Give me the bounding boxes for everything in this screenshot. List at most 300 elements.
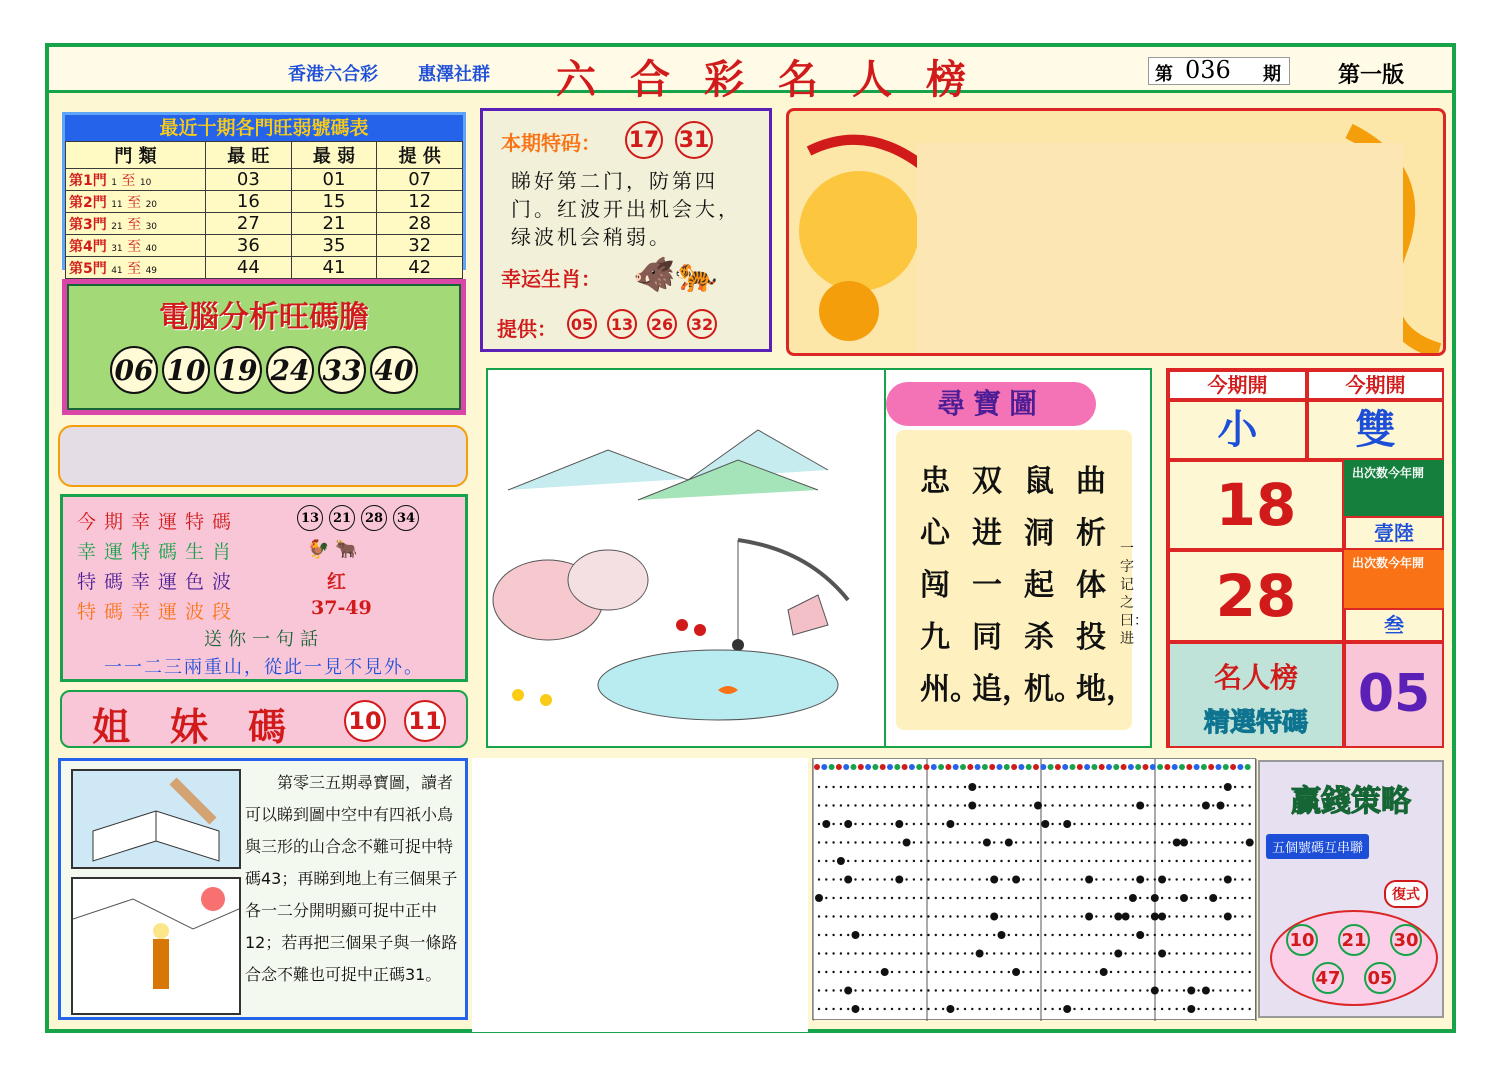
poem-column: 双进一同追， <box>972 464 1032 707</box>
grid-dot <box>898 934 900 936</box>
grid-dot <box>927 989 929 991</box>
grid-dot <box>869 989 871 991</box>
grid-dot <box>957 841 959 843</box>
grid-dot <box>1197 952 1199 954</box>
grid-dot <box>946 820 954 828</box>
grid-dot <box>1124 860 1126 862</box>
grid-dot <box>1073 897 1075 899</box>
grid-dot <box>905 934 907 936</box>
walker-icon <box>73 879 239 1013</box>
grid-dot <box>1197 841 1199 843</box>
grid-dot <box>905 971 907 973</box>
grid-dot <box>1110 823 1112 825</box>
grid-dot <box>920 989 922 991</box>
grid-dot <box>1095 989 1097 991</box>
grid-dot <box>1124 786 1126 788</box>
grid-dot <box>1227 841 1229 843</box>
grid-dot <box>862 841 864 843</box>
grid-dot <box>891 897 893 899</box>
grid-dot <box>1187 1005 1195 1013</box>
grid-dot <box>818 804 820 806</box>
grid-dot <box>1227 860 1229 862</box>
color-ball-dot <box>982 764 988 770</box>
grid-dot <box>968 802 976 810</box>
grid-dot <box>891 823 893 825</box>
color-ball-dot <box>916 764 922 770</box>
size-value: 小 <box>1168 400 1307 460</box>
grid-dot <box>1227 934 1229 936</box>
grid-dot <box>964 860 966 862</box>
grid-dot <box>854 860 856 862</box>
grid-dot <box>854 915 856 917</box>
grid-dot <box>1190 823 1192 825</box>
grid-dot <box>964 897 966 899</box>
grid-dot <box>1008 1008 1010 1010</box>
grid-dot <box>1095 878 1097 880</box>
story-text: 第零三五期尋寶圖，讀者可以睇到圖中空中有四祇小鳥與三形的山合念不難可捉中特碼43；再睇到地上有三個果子各一二分開明顯可捉中正中12；若再把三個果子與一條路合念不難也可捉中正碼31。 <box>245 773 458 984</box>
grid-dot <box>1051 1008 1053 1010</box>
grid-dot <box>971 915 973 917</box>
grid-dot <box>993 1008 995 1010</box>
grid-dot <box>1030 878 1032 880</box>
grid-dot <box>862 878 864 880</box>
grid-dot <box>957 971 959 973</box>
grid-dot <box>1234 804 1236 806</box>
grid-dot <box>942 934 944 936</box>
grid-dot <box>942 841 944 843</box>
grid-dot <box>1197 878 1199 880</box>
grid-dot <box>1154 786 1156 788</box>
rooster-icon: 🐓 🐂 <box>307 539 358 560</box>
grid-dot <box>957 1008 959 1010</box>
grid-dot <box>1066 971 1068 973</box>
grid-dot <box>1161 860 1163 862</box>
number-ball: 06 <box>110 346 158 394</box>
grid-dot <box>1110 860 1112 862</box>
grid-dot <box>847 860 849 862</box>
grid-dot <box>942 897 944 899</box>
blank-area <box>917 143 1403 356</box>
table-row: 第1門 1 至 10 03 01 07 <box>66 169 463 191</box>
grid-dot <box>1190 878 1192 880</box>
grid-dot <box>1114 950 1122 958</box>
dot-grid <box>813 759 1257 1021</box>
grid-dot <box>1249 823 1251 825</box>
grid-dot <box>854 897 856 899</box>
grid-dot <box>844 876 852 884</box>
grid-dot <box>1037 897 1039 899</box>
grid-dot <box>884 1008 886 1010</box>
grid-dot <box>935 823 937 825</box>
grid-dot <box>1015 786 1017 788</box>
grid-dot <box>1081 804 1083 806</box>
grid-dot <box>1051 915 1053 917</box>
grid-dot <box>1103 1008 1105 1010</box>
grid-dot <box>891 934 893 936</box>
grid-dot <box>1139 989 1141 991</box>
grid-dot <box>927 878 929 880</box>
grid-dot <box>935 989 937 991</box>
grid-dot <box>1227 823 1229 825</box>
grid-dot <box>927 971 929 973</box>
grid-dot <box>1030 823 1032 825</box>
grid-dot <box>998 931 1006 939</box>
grid-dot <box>1176 897 1178 899</box>
lucky-ball: 34 <box>393 505 419 531</box>
grid-dot <box>1168 823 1170 825</box>
grid-dot <box>1176 1008 1178 1010</box>
sister-ball: 11 <box>404 700 446 742</box>
grid-dot <box>957 860 959 862</box>
grid-dot <box>1246 839 1254 847</box>
grid-dot <box>1168 1008 1170 1010</box>
grid-dot <box>957 989 959 991</box>
grid-dot <box>1088 1008 1090 1010</box>
blank-middle <box>472 758 808 1032</box>
grid-dot <box>1110 841 1112 843</box>
grid-dot <box>1088 804 1090 806</box>
grid-dot <box>832 804 834 806</box>
grid-dot <box>1073 971 1075 973</box>
grid-dot <box>1205 971 1207 973</box>
grid-dot <box>1161 934 1163 936</box>
grid-dot <box>957 786 959 788</box>
grid-dot <box>1132 841 1134 843</box>
grid-dot <box>1030 934 1032 936</box>
grid-dot <box>1088 823 1090 825</box>
grid-dot <box>1146 915 1148 917</box>
grid-dot <box>862 952 864 954</box>
grid-dot <box>964 841 966 843</box>
grid-dot <box>935 952 937 954</box>
grid-dot <box>993 989 995 991</box>
grid-dot <box>891 989 893 991</box>
grid-dot <box>913 989 915 991</box>
grid-dot <box>1212 989 1214 991</box>
grid-dot <box>1241 841 1243 843</box>
grid-dot <box>1051 804 1053 806</box>
grid-dot <box>840 934 842 936</box>
grid-dot <box>1000 786 1002 788</box>
grid-dot <box>993 952 995 954</box>
grid-dot <box>844 820 852 828</box>
grid-dot <box>971 1008 973 1010</box>
grid-dot <box>957 934 959 936</box>
grid-dot <box>1008 804 1010 806</box>
grid-dot <box>1139 971 1141 973</box>
grid-dot <box>1161 841 1163 843</box>
grid-dot <box>1015 860 1017 862</box>
grid-dot <box>840 878 842 880</box>
grid-dot <box>1117 823 1119 825</box>
grid-dot <box>905 915 907 917</box>
landscape-picture <box>486 368 886 748</box>
grid-dot <box>1012 876 1020 884</box>
grid-dot <box>1073 915 1075 917</box>
grid-dot <box>1110 934 1112 936</box>
grid-dot <box>1103 804 1105 806</box>
grid-dot <box>1183 952 1185 954</box>
grid-dot <box>1183 860 1185 862</box>
grid-dot <box>949 934 951 936</box>
grid-dot <box>993 786 995 788</box>
grid-dot <box>862 1008 864 1010</box>
grid-dot <box>862 786 864 788</box>
grid-dot <box>920 841 922 843</box>
computer-title: 電腦分析旺碼膽 <box>159 300 369 335</box>
grid-dot <box>1249 897 1251 899</box>
grid-dot <box>840 897 842 899</box>
grid-dot <box>1154 971 1156 973</box>
grid-dot <box>1168 804 1170 806</box>
grid-dot <box>986 971 988 973</box>
decor-banner <box>786 108 1446 356</box>
grid-dot <box>884 804 886 806</box>
grid-dot <box>818 786 820 788</box>
grid-dot <box>1161 989 1163 991</box>
grid-dot <box>964 915 966 917</box>
grid-dot <box>1073 934 1075 936</box>
color-ball-dot <box>1070 764 1076 770</box>
grid-dot <box>891 786 893 788</box>
fame-sub: 精選特碼 <box>1203 708 1308 738</box>
grid-dot <box>1037 934 1039 936</box>
grid-dot <box>1081 1008 1083 1010</box>
grid-dot <box>818 841 820 843</box>
color-ball-dot <box>931 764 937 770</box>
grid-dot <box>876 952 878 954</box>
color-ball-dot <box>1143 764 1149 770</box>
grid-dot <box>1146 878 1148 880</box>
grid-dot <box>1197 971 1199 973</box>
color-ball-dot <box>821 764 827 770</box>
grid-dot <box>832 786 834 788</box>
color-ball-dot <box>997 764 1003 770</box>
grid-dot <box>913 823 915 825</box>
edition-label: 第一版 <box>1338 63 1405 88</box>
grid-dot <box>1034 802 1042 810</box>
grid-dot <box>1015 934 1017 936</box>
grid-dot <box>1132 934 1134 936</box>
grid-dot <box>1205 878 1207 880</box>
strategy-oval <box>1270 910 1438 1006</box>
grid-dot <box>825 971 827 973</box>
special-panel: 本期特码： 17 31 睇好第二门，防第四门。红波开出机会大，绿波机会稍弱。 幸运生肖： 🐗🐅 提供： 05 13 26 32 <box>480 108 772 352</box>
grid-dot <box>1241 804 1243 806</box>
grid-dot <box>1132 1008 1134 1010</box>
grid-dot <box>986 878 988 880</box>
grid-dot <box>1073 952 1075 954</box>
saying-text: 一一二三兩重山，從此一見不見外。 <box>104 657 424 678</box>
grid-dot <box>927 786 929 788</box>
grid-dot <box>1051 841 1053 843</box>
grid-dot <box>964 823 966 825</box>
grid-dot <box>1132 804 1134 806</box>
strategy-ball: 10 <box>1286 924 1318 956</box>
grid-dot <box>1015 897 1017 899</box>
grid-dot <box>1168 989 1170 991</box>
color-ball-dot <box>880 764 886 770</box>
grid-dot <box>1073 804 1075 806</box>
grid-dot <box>832 841 834 843</box>
grid-dot <box>905 786 907 788</box>
grid-dot <box>1219 952 1221 954</box>
grid-dot <box>1000 860 1002 862</box>
grid-dot <box>1183 823 1185 825</box>
grid-dot <box>891 915 893 917</box>
poem-column: 忠心闯九州。 <box>920 464 980 707</box>
grid-dot <box>869 897 871 899</box>
color-ball-dot <box>1099 764 1105 770</box>
color-ball-dot <box>1040 764 1046 770</box>
grid-dot <box>1117 1008 1119 1010</box>
grid-dot <box>942 915 944 917</box>
grid-dot <box>891 860 893 862</box>
grid-dot <box>1151 987 1159 995</box>
grid-dot <box>1219 1008 1221 1010</box>
grid-dot <box>1124 804 1126 806</box>
grid-dot <box>1059 989 1061 991</box>
grid-dot <box>1000 804 1002 806</box>
grid-dot <box>1095 934 1097 936</box>
strategy-ball: 47 <box>1312 962 1344 994</box>
sister-title: 姐妹碼 <box>92 704 327 749</box>
grid-dot <box>942 786 944 788</box>
grid-dot <box>971 897 973 899</box>
grid-dot <box>1008 989 1010 991</box>
grid-dot <box>1008 915 1010 917</box>
grid-dot <box>1063 1005 1071 1013</box>
grid-dot <box>913 878 915 880</box>
grid-dot <box>1059 804 1061 806</box>
grid-dot <box>1124 1008 1126 1010</box>
grid-dot <box>847 952 849 954</box>
grid-dot <box>869 841 871 843</box>
grid-dot <box>1081 915 1083 917</box>
grid-dot <box>1205 823 1207 825</box>
grid-dot <box>1044 1008 1046 1010</box>
grid-dot <box>1224 913 1232 921</box>
grid-dot <box>847 804 849 806</box>
grid-dot <box>1095 860 1097 862</box>
grid-dot <box>1124 878 1126 880</box>
grid-dot <box>876 786 878 788</box>
grid-dot <box>1234 841 1236 843</box>
grid-dot <box>1088 952 1090 954</box>
number-ball: 40 <box>370 346 418 394</box>
grid-dot <box>971 971 973 973</box>
grid-dot <box>862 860 864 862</box>
grid-dot <box>1066 952 1068 954</box>
grid-dot <box>825 915 827 917</box>
grid-dot <box>1030 1008 1032 1010</box>
color-ball-dot <box>1135 764 1141 770</box>
grid-dot <box>957 915 959 917</box>
color-ball-dot <box>989 764 995 770</box>
grid-dot <box>1103 878 1105 880</box>
grid-dot <box>957 952 959 954</box>
color-ball-dot <box>1223 764 1229 770</box>
color-ball-dot <box>865 764 871 770</box>
table-header-row: 門 類 最 旺 最 弱 提 供 <box>66 142 463 169</box>
color-ball-dot <box>1208 764 1214 770</box>
grid-dot <box>876 989 878 991</box>
grid-dot <box>1073 823 1075 825</box>
grid-dot <box>1103 915 1105 917</box>
grid-dot <box>1000 1008 1002 1010</box>
grid-dot <box>1037 952 1039 954</box>
grid-dot <box>847 897 849 899</box>
grid-dot <box>1044 786 1046 788</box>
blank-banner <box>58 425 468 487</box>
grid-dot <box>1022 841 1024 843</box>
color-ball-dot <box>909 764 915 770</box>
grid-dot <box>942 804 944 806</box>
grid-dot <box>1008 860 1010 862</box>
grid-dot <box>1103 841 1105 843</box>
grid-dot <box>913 934 915 936</box>
grid-dot <box>1117 804 1119 806</box>
parity-value: 雙 <box>1307 400 1444 460</box>
grid-dot <box>847 841 849 843</box>
grid-dot <box>884 952 886 954</box>
grid-dot <box>1044 897 1046 899</box>
special-ball: 31 <box>675 121 713 159</box>
grid-dot <box>1234 878 1236 880</box>
grid-dot <box>1212 934 1214 936</box>
grid-dot <box>840 989 842 991</box>
number-18: 18 <box>1168 460 1344 550</box>
lucky-color: 红 <box>327 571 347 593</box>
grid-dot <box>978 878 980 880</box>
grid-dot <box>1205 915 1207 917</box>
grid-dot <box>920 804 922 806</box>
grid-dot <box>1081 860 1083 862</box>
grid-dot <box>986 860 988 862</box>
grid-dot <box>1176 860 1178 862</box>
grid-dot <box>957 878 959 880</box>
table-row: 第4門 31 至 40 36 35 32 <box>66 235 463 257</box>
grid-dot <box>1161 823 1163 825</box>
grid-dot <box>1110 952 1112 954</box>
grid-dot <box>1227 989 1229 991</box>
grid-dot <box>1234 915 1236 917</box>
grid-dot <box>1190 971 1192 973</box>
grid-dot <box>1124 971 1126 973</box>
grid-dot <box>1088 934 1090 936</box>
grid-dot <box>920 971 922 973</box>
fame-number: 05 <box>1344 642 1444 748</box>
special-text: 睇好第二门，防第四门。红波开出机会大，绿波机会稍弱。 <box>511 169 741 249</box>
grid-dot <box>1059 1008 1061 1010</box>
grid-dot <box>825 841 827 843</box>
grid-dot <box>869 823 871 825</box>
grid-dot <box>1234 823 1236 825</box>
provide-ball: 13 <box>607 309 637 339</box>
grid-dot <box>818 971 820 973</box>
grid-dot <box>825 989 827 991</box>
grid-dot <box>1234 971 1236 973</box>
grid-dot <box>1110 897 1112 899</box>
grid-dot <box>1117 860 1119 862</box>
grid-dot <box>1197 1008 1199 1010</box>
grid-dot <box>1117 971 1119 973</box>
color-ball-dot <box>1201 764 1207 770</box>
grid-dot <box>1051 934 1053 936</box>
grid-dot <box>1022 971 1024 973</box>
grid-dot <box>913 897 915 899</box>
grid-dot <box>1151 913 1159 921</box>
